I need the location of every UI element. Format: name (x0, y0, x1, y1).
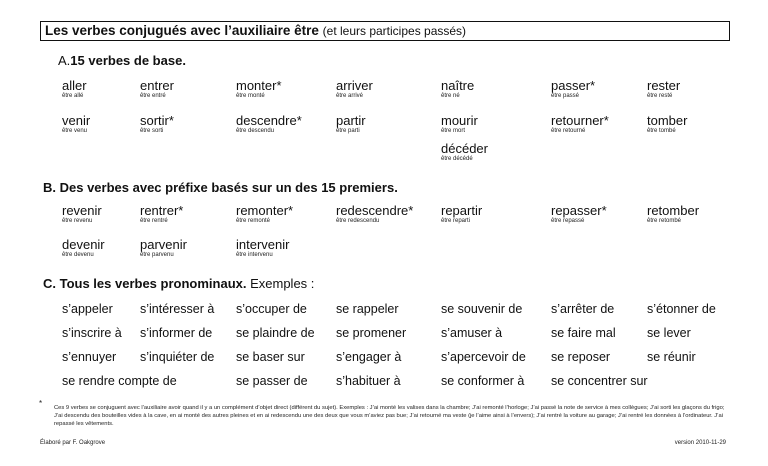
verb-participle: être mort (441, 128, 466, 134)
pronominal-verb: se lever (647, 326, 691, 340)
pronominal-verb: se conformer à (441, 374, 525, 388)
verb-infinitive: aller (62, 78, 87, 93)
verb-infinitive: devenir (62, 237, 105, 252)
verb-infinitive: sortir* (140, 113, 174, 128)
verb-item (140, 203, 183, 225)
pronominal-verb: se concentrer sur (551, 374, 648, 388)
pronominal-verb: s’inscrire à (62, 326, 122, 340)
pronominal-verb: s’ennuyer (62, 350, 117, 364)
verb-item (62, 203, 102, 225)
verb-infinitive: arriver (336, 78, 373, 93)
verb-participle: être tombé (647, 128, 676, 134)
verb-participle: être né (441, 93, 460, 99)
verb-participle: être retourné (551, 128, 586, 134)
verb-item (441, 203, 482, 225)
verb-item (140, 113, 174, 135)
title-main: Les verbes conjugués avec l’auxiliaire être (45, 23, 319, 38)
verb-item (336, 203, 413, 225)
verb-participle: être parvenu (140, 252, 174, 258)
verb-item (647, 113, 687, 135)
verb-participle: être remonté (236, 218, 271, 224)
page-title (40, 21, 730, 41)
verb-item (647, 78, 680, 100)
verb-item (236, 203, 293, 225)
verb-item (140, 78, 174, 100)
pronominal-verb: se rappeler (336, 302, 399, 316)
pronominal-verb: se rendre compte de (62, 374, 177, 388)
verb-participle: être entré (140, 93, 166, 99)
section-b-heading: B. Des verbes avec préfixe basés sur un des 15 premiers. (43, 180, 398, 195)
pronominal-verb: s’arrêter de (551, 302, 615, 316)
verb-participle: être rentré (140, 218, 168, 224)
verb-item (62, 237, 105, 259)
verb-infinitive: redescendre* (336, 203, 414, 218)
verb-infinitive: parvenir (140, 237, 187, 252)
verb-item (551, 113, 609, 135)
verb-item (441, 113, 478, 135)
author-note: Élaboré par F. Oakgrove (40, 440, 106, 446)
verb-participle: être devenu (62, 252, 94, 258)
section-a-heading: A.15 verbes de base. (58, 53, 186, 68)
verb-item (236, 237, 289, 259)
pronominal-verb: s’informer de (140, 326, 213, 340)
pronominal-verb: se souvenir de (441, 302, 523, 316)
verb-participle: être venu (62, 128, 88, 134)
verb-item (441, 141, 488, 163)
verb-infinitive: naître (441, 78, 475, 93)
pronominal-verb: s’occuper de (236, 302, 307, 316)
verb-item (647, 203, 699, 225)
pronominal-verb: s’appeler (62, 302, 113, 316)
verb-infinitive: tomber (647, 113, 688, 128)
pronominal-verb: s’habituer à (336, 374, 401, 388)
verb-participle: être monté (236, 93, 265, 99)
section-c-heading: C. Tous les verbes pronominaux. Exemples : (43, 276, 315, 291)
verb-item (336, 78, 373, 100)
verb-participle: être intervenu (236, 252, 273, 258)
verb-infinitive: intervenir (236, 237, 290, 252)
footnote (39, 399, 730, 428)
verb-infinitive: descendre* (236, 113, 302, 128)
verb-participle: être revenu (62, 218, 93, 224)
verb-item (236, 113, 302, 135)
verb-participle: être descendu (236, 128, 275, 134)
verb-infinitive: décéder (441, 141, 488, 156)
verb-infinitive: monter* (236, 78, 282, 93)
verb-item (551, 203, 607, 225)
verb-infinitive: passer* (551, 78, 596, 93)
pronominal-verb: se baser sur (236, 350, 305, 364)
pronominal-verb: s’amuser à (441, 326, 503, 340)
verb-infinitive: retomber (647, 203, 700, 218)
pronominal-verb: s’étonner de (647, 302, 716, 316)
pronominal-verb: s’engager à (336, 350, 402, 364)
verb-item (441, 78, 474, 100)
verb-item (140, 237, 187, 259)
verb-participle: être sorti (140, 128, 164, 134)
verb-infinitive: repasser* (551, 203, 607, 218)
verb-infinitive: rentrer* (140, 203, 184, 218)
verb-participle: être parti (336, 128, 360, 134)
verb-item (551, 78, 595, 100)
verb-item (62, 78, 87, 100)
pronominal-verb: se reposer (551, 350, 611, 364)
pronominal-verb: se passer de (236, 374, 308, 388)
pronominal-verb: se faire mal (551, 326, 616, 340)
pronominal-verb: se réunir (647, 350, 696, 364)
verb-participle: être décédé (441, 156, 473, 162)
pronominal-verb: s’apercevoir de (441, 350, 526, 364)
footnote-text: Ces 9 verbes se conjuguent avec l’auxiliaire avoir quand il y a un complément d’objet direct (différent du sujet). Exemples : J’ai monté les valises dans la chambre; J’ai remonté l’horloge; J’ai passé la note de service à mes collègues; J’ai sorti les glaçons du frigo; J’ai descendu des bouteilles vides à la cave, en ai monté des autres pleines et en ai redescendu une des deux que vous m’aviez pas bue; J’ai retourné ma veste (je l’aime ainsi à l’envers); J’ai rentré la voiture au garage; J’ai rentré les données à l’ordinateur. J’ai repassé les vêtements. (54, 405, 725, 427)
verb-item (336, 113, 366, 135)
verb-participle: être retombé (647, 218, 682, 224)
pronominal-verb: s’inquiéter de (140, 350, 215, 364)
verb-participle: être resté (647, 93, 673, 99)
verb-participle: être allé (62, 93, 84, 99)
pronominal-verb: s’intéresser à (140, 302, 215, 316)
verb-infinitive: remonter* (236, 203, 294, 218)
pronominal-verb: se plaindre de (236, 326, 315, 340)
verb-participle: être arrivé (336, 93, 364, 99)
footnote-star: * (39, 399, 43, 408)
verb-participle: être redescendu (336, 218, 380, 224)
verb-participle: être passé (551, 93, 580, 99)
pronominal-verb: se promener (336, 326, 407, 340)
verb-infinitive: mourir (441, 113, 478, 128)
verb-participle: être reparti (441, 218, 471, 224)
verb-infinitive: rester (647, 78, 681, 93)
verb-item (236, 78, 282, 100)
version-note: version 2010-11-29 (674, 440, 726, 446)
verb-participle: être repassé (551, 218, 585, 224)
verb-infinitive: repartir (441, 203, 483, 218)
verb-infinitive: revenir (62, 203, 102, 218)
verb-infinitive: venir (62, 113, 91, 128)
verb-infinitive: partir (336, 113, 366, 128)
verb-infinitive: retourner* (551, 113, 609, 128)
title-sub: (et leurs participes passés) (322, 24, 467, 38)
verb-infinitive: entrer (140, 78, 174, 93)
verb-item (62, 113, 90, 135)
